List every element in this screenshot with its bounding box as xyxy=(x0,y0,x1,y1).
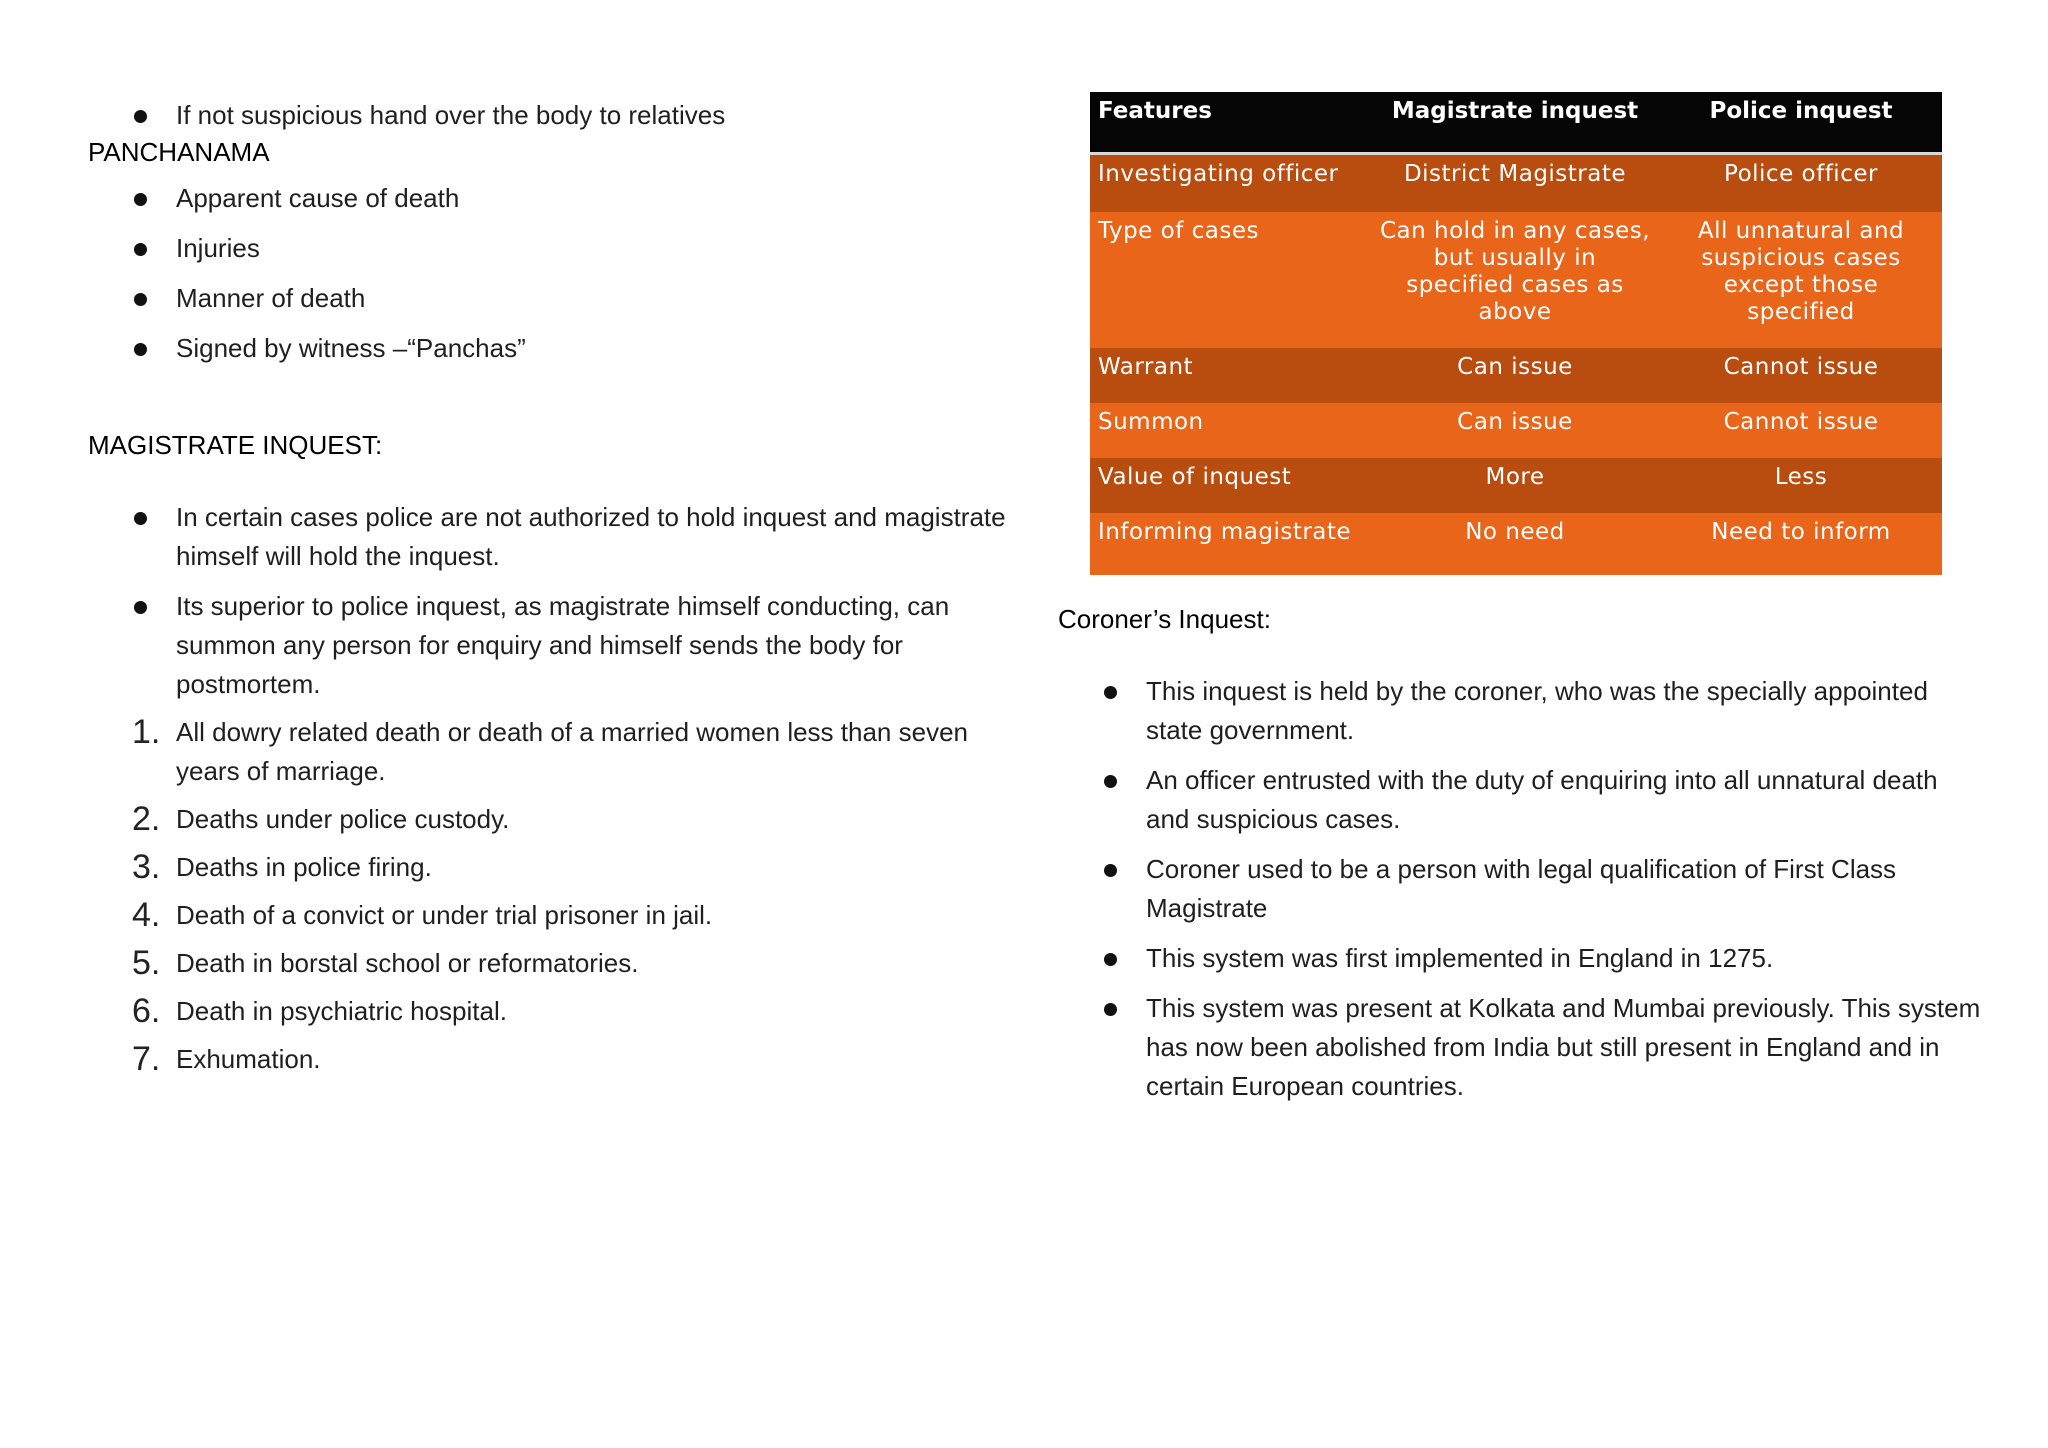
table-cell: Cannot issue xyxy=(1660,403,1942,458)
column-header: Features xyxy=(1090,92,1370,154)
list-item: This system was present at Kolkata and Mumbai previously. This system has now been abolished from India but still present in England and in certain European countries. xyxy=(1058,989,1988,1106)
table-row xyxy=(1090,458,1942,513)
numbered-item: 3. Deaths in police firing. xyxy=(132,848,432,886)
table-cell: Summon xyxy=(1090,403,1370,458)
bullet-icon xyxy=(134,343,147,356)
list-item: This system was first implemented in England in 1275. xyxy=(1058,939,1988,978)
right-column xyxy=(1058,602,1988,1106)
table-cell: More xyxy=(1370,458,1660,513)
magistrate-bullet-list xyxy=(88,498,1008,704)
table-row xyxy=(1090,154,1942,212)
table-row xyxy=(1090,212,1942,348)
bullet-icon xyxy=(134,512,147,525)
bullet-icon xyxy=(134,193,147,206)
table-row xyxy=(1090,513,1942,575)
numbered-item: 4. Death of a convict or under trial prisoner in jail. xyxy=(132,896,713,934)
table-cell: Informing magistrate xyxy=(1090,513,1370,575)
table-row xyxy=(1090,348,1942,403)
table-cell: Value of inquest xyxy=(1090,458,1370,513)
table-row xyxy=(1090,403,1942,458)
magistrate-heading: MAGISTRATE INQUEST: xyxy=(88,430,383,460)
table-cell: Need to inform xyxy=(1660,513,1942,575)
table-cell: Can issue xyxy=(1370,348,1660,403)
bullet-icon xyxy=(1104,686,1117,699)
table-cell: Can issue xyxy=(1370,403,1660,458)
panchanama-heading: PANCHANAMA xyxy=(88,137,270,167)
bullet-icon xyxy=(134,293,147,306)
left-column xyxy=(88,96,1008,1079)
bullet-icon xyxy=(134,110,147,123)
table-cell: Warrant xyxy=(1090,348,1370,403)
table-cell: Less xyxy=(1660,458,1942,513)
table-cell: Cannot issue xyxy=(1660,348,1942,403)
bullet-icon xyxy=(134,243,147,256)
bullet-icon xyxy=(134,601,147,614)
coroner-bullet-list xyxy=(1058,672,1988,1106)
bullet-icon xyxy=(1104,864,1117,877)
numbered-item: 7. Exhumation. xyxy=(132,1040,321,1078)
bullet-icon xyxy=(1104,1003,1117,1016)
list-item: This inquest is held by the coroner, who was the specially appointed state government. xyxy=(1058,672,1988,750)
table-cell: Can hold in any cases, but usually in specified cases as above xyxy=(1370,212,1660,348)
list-item: Coroner used to be a person with legal qualification of First Class Magistrate xyxy=(1058,850,1988,928)
column-header: Police inquest xyxy=(1660,92,1942,154)
numbered-item: 1. All dowry related death or death of a married women less than seven years of marriage. xyxy=(132,713,968,786)
numbered-item: 5. Death in borstal school or reformatories. xyxy=(132,944,639,982)
list-item: An officer entrusted with the duty of enquiring into all unnatural death and suspicious cases. xyxy=(1058,761,1988,839)
list-item: Apparent cause of death xyxy=(88,179,1008,218)
list-item: Signed by witness –“Panchas” xyxy=(88,329,1008,368)
list-item: In certain cases police are not authorized to hold inquest and magistrate himself will hold the inquest. xyxy=(88,498,1008,576)
table-cell: No need xyxy=(1370,513,1660,575)
inquest-comparison-table xyxy=(1090,92,1942,575)
list-item: Its superior to police inquest, as magistrate himself conducting, can summon any person for enquiry and himself sends the body for postmortem. xyxy=(88,587,1008,704)
table-cell: Police officer xyxy=(1660,154,1942,212)
list-item: If not suspicious hand over the body to relatives xyxy=(88,96,1008,135)
numbered-item: 2. Deaths under police custody. xyxy=(132,800,510,838)
numbered-item: 6. Death in psychiatric hospital. xyxy=(132,992,507,1030)
table-cell: Investigating officer xyxy=(1090,154,1370,212)
table-cell: District Magistrate xyxy=(1370,154,1660,212)
table-cell: All unnatural and suspicious cases except those specified xyxy=(1660,212,1942,348)
panchanama-list xyxy=(88,179,1008,368)
top-bullet-list xyxy=(88,96,1008,135)
bullet-icon xyxy=(1104,953,1117,966)
list-item: Manner of death xyxy=(88,279,1008,318)
table-cell: Type of cases xyxy=(1090,212,1370,348)
table-header-row xyxy=(1090,92,1942,154)
column-header: Magistrate inquest xyxy=(1370,92,1660,154)
bullet-icon xyxy=(1104,775,1117,788)
magistrate-case-list xyxy=(88,713,1008,1079)
coroner-heading: Coroner’s Inquest: xyxy=(1058,604,1271,634)
list-item: Injuries xyxy=(88,229,1008,268)
